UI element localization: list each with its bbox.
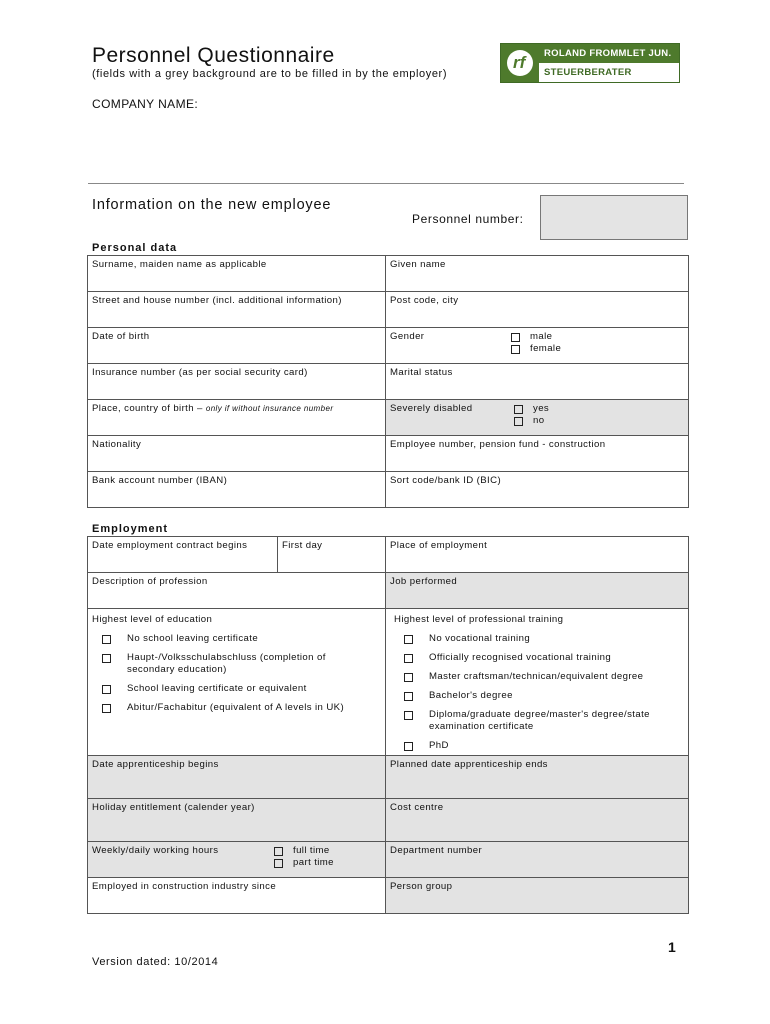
logo-profession: STEUERBERATER — [544, 67, 632, 78]
apprentice-ends-label: Planned date apprenticeship ends — [390, 759, 548, 770]
education-option[interactable]: Haupt-/Volksschulabschluss (completion of secondary education) — [102, 652, 381, 676]
education-option[interactable]: No school leaving certificate — [102, 633, 381, 645]
employment-table-top — [87, 536, 689, 609]
training-option[interactable]: Officially recognised vocational training — [404, 652, 684, 664]
training-option[interactable]: PhD — [404, 740, 684, 752]
place-of-birth-note: only if without insurance number — [205, 404, 334, 413]
hours-option-full-time[interactable]: full time — [274, 845, 334, 857]
checkbox-icon — [511, 345, 520, 354]
checkbox-icon — [404, 673, 413, 682]
version-label: Version dated: 10/2014 — [92, 956, 219, 968]
job-performed-label: Job performed — [390, 576, 458, 587]
checkbox-icon — [102, 704, 111, 713]
hours-label: Weekly/daily working hours — [92, 845, 219, 856]
description-label: Description of profession — [92, 576, 208, 587]
checkbox-icon — [514, 417, 523, 426]
checkbox-icon — [274, 859, 283, 868]
marital-field[interactable] — [386, 364, 689, 400]
checkbox-icon — [404, 654, 413, 663]
street-label: Street and house number (incl. additional information) — [92, 295, 342, 306]
surname-label: Surname, maiden name as applicable — [92, 259, 267, 270]
given-name-label: Given name — [390, 259, 446, 270]
checkbox-icon — [404, 692, 413, 701]
education-field — [88, 609, 386, 756]
dob-field[interactable] — [88, 328, 386, 364]
place-of-employment-field[interactable] — [386, 537, 689, 573]
training-option[interactable]: No vocational training — [404, 633, 684, 645]
gender-label: Gender — [390, 331, 425, 342]
gender-option-male[interactable]: male — [511, 331, 561, 343]
first-day-label: First day — [282, 540, 323, 551]
apprentice-begins-field[interactable] — [88, 756, 386, 799]
education-option[interactable]: Abitur/Fachabitur (equivalent of A levels in UK) — [102, 702, 381, 714]
disabled-option-no[interactable]: no — [514, 415, 549, 427]
holiday-label: Holiday entitlement (calender year) — [92, 802, 255, 813]
postcode-field[interactable] — [386, 292, 689, 328]
divider — [88, 183, 684, 184]
insurance-field[interactable] — [88, 364, 386, 400]
personnel-number-label: Personnel number: — [412, 212, 524, 226]
first-day-field[interactable] — [278, 537, 386, 573]
checkbox-icon — [102, 685, 111, 694]
training-option[interactable]: Diploma/graduate degree/master's degree/state examination certificate — [404, 709, 684, 733]
construction-since-label: Employed in construction industry since — [92, 881, 277, 892]
iban-field[interactable] — [88, 472, 386, 508]
gender-field — [386, 328, 689, 364]
job-performed-field[interactable] — [386, 573, 689, 609]
marital-label: Marital status — [390, 367, 453, 378]
training-option[interactable]: Master craftsman/technican/equivalent degree — [404, 671, 684, 683]
surname-field[interactable] — [88, 256, 386, 292]
employee-number-label: Employee number, pension fund - construction — [390, 439, 606, 450]
checkbox-icon — [404, 635, 413, 644]
training-field — [386, 609, 689, 756]
description-field[interactable] — [88, 573, 386, 609]
place-of-employment-label: Place of employment — [390, 540, 488, 551]
company-logo — [500, 43, 680, 83]
street-field[interactable] — [88, 292, 386, 328]
holiday-field[interactable] — [88, 799, 386, 842]
apprentice-ends-field[interactable] — [386, 756, 689, 799]
company-name-label: COMPANY NAME: — [92, 97, 199, 111]
dob-label: Date of birth — [92, 331, 150, 342]
apprentice-begins-label: Date apprenticeship begins — [92, 759, 219, 770]
bic-field[interactable] — [386, 472, 689, 508]
contract-begins-field[interactable] — [88, 537, 278, 573]
page-number: 1 — [668, 939, 676, 955]
nationality-label: Nationality — [92, 439, 142, 450]
logo-mark-icon: rf — [501, 44, 539, 82]
checkbox-icon — [511, 333, 520, 342]
insurance-label: Insurance number (as per social security card) — [92, 367, 308, 378]
bic-label: Sort code/bank ID (BIC) — [390, 475, 502, 486]
checkbox-icon — [404, 711, 413, 720]
checkbox-icon — [102, 635, 111, 644]
checkbox-icon — [274, 847, 283, 856]
page-subtitle: (fields with a grey background are to be filled in by the employer) — [92, 68, 448, 80]
nationality-field[interactable] — [88, 436, 386, 472]
department-label: Department number — [390, 845, 483, 856]
hours-field — [88, 842, 386, 878]
personnel-number-field[interactable] — [540, 195, 688, 240]
department-field[interactable] — [386, 842, 689, 878]
training-label: Highest level of professional training — [394, 614, 564, 625]
hours-option-part-time[interactable]: part time — [274, 857, 334, 869]
place-of-birth-label: Place, country of birth – — [92, 403, 206, 414]
person-group-field[interactable] — [386, 878, 689, 914]
employment-table-bottom — [87, 608, 689, 914]
disabled-field — [386, 400, 689, 436]
checkbox-icon — [514, 405, 523, 414]
education-option[interactable]: School leaving certificate or equivalent — [102, 683, 381, 695]
cost-centre-field[interactable] — [386, 799, 689, 842]
person-group-label: Person group — [390, 881, 453, 892]
disabled-label: Severely disabled — [390, 403, 473, 414]
employee-number-field[interactable] — [386, 436, 689, 472]
education-label: Highest level of education — [92, 614, 213, 625]
place-of-birth-field[interactable] — [88, 400, 386, 436]
employment-heading: Employment — [92, 523, 169, 535]
checkbox-icon — [102, 654, 111, 663]
postcode-label: Post code, city — [390, 295, 459, 306]
construction-since-field[interactable] — [88, 878, 386, 914]
iban-label: Bank account number (IBAN) — [92, 475, 228, 486]
personal-data-table — [87, 255, 689, 508]
section-title: Information on the new employee — [92, 197, 332, 213]
given-name-field[interactable] — [386, 256, 689, 292]
checkbox-icon — [404, 742, 413, 751]
page-title: Personnel Questionnaire — [92, 44, 335, 67]
cost-centre-label: Cost centre — [390, 802, 444, 813]
contract-begins-label: Date employment contract begins — [92, 540, 248, 551]
logo-name: ROLAND FROMMLET JUN. — [539, 44, 679, 63]
gender-option-female[interactable]: female — [511, 343, 561, 355]
disabled-option-yes[interactable]: yes — [514, 403, 549, 415]
training-option[interactable]: Bachelor's degree — [404, 690, 684, 702]
personal-data-heading: Personal data — [92, 242, 178, 254]
